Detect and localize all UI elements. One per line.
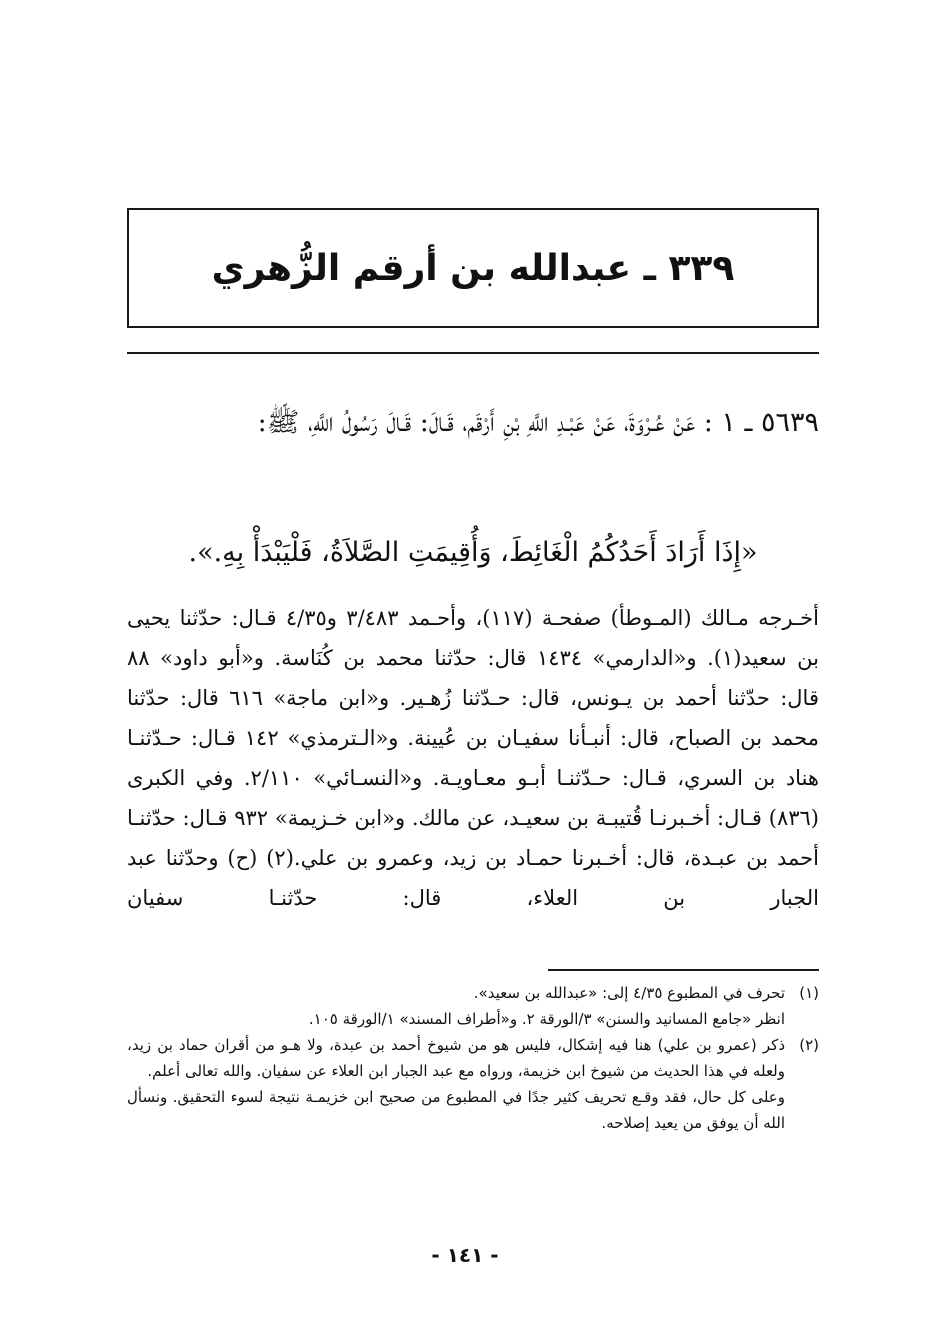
footnote-body [127, 980, 785, 1032]
footnote-number: (٢) [799, 1036, 819, 1054]
footnote-body [127, 1032, 785, 1136]
hadith-isnad: ٥٦٣٩ ـ ١ : عَنْ عُـرْوَةَ، عَنْ عَبْـدِ اللَّهِ بْنِ أَرْقَم، قَـالَ: قَـالَ رَسُولُ اللَّهِ، ﷺ: [257, 407, 819, 438]
header-divider [127, 352, 819, 354]
takhrij-paragraph: أخـرجه مـالك (المـوطأ) صفحـة (١١٧)، وأحـمد ٣/٤٨٣ و٤/٣٥ قـال: حدّثنا يحيى بن سعيد(١). و«الدارمي» ١٤٣٤ قال: حدّثنا محمد بن كُنَاسة. و«أبو داود» ٨٨ قال: حدّثنا أحمد بن يـونس، قال: حـدّثنا زُهـير. و«ابن ماجة» ٦١٦ قال: حدّثنا محمد بن الصباح، قال: أنبـأنا سفيـان بن عُيينة. و«الـترمذي» ١٤٢ قـال: حـدّثنـا هناد بن السري، قـال: حـدّثنـا أبـو معـاويـة. و«النسـائي» ٢/١١٠. وفي الكبرى (٨٣٦) قـال: أخـبرنـا قُتيبـة بن سعيـد، عن مالك. و«ابن خـزيمة» ٩٣٢ قـال: حدّثنـا أحمد بن عبـدة، قال: أخـبرنا حمـاد بن زيد، وعمرو بن علي.(٢) (ح) وحدّثنا عبد الجبار بن العلاء، قال: حدّثنـا سفيان [127, 606, 819, 910]
footnote-divider [548, 969, 819, 971]
footnote-1 [127, 980, 819, 1032]
footnote-line: تحرف في المطبوع ٤/٣٥ إلى: «عبدالله بن سعيد». [473, 984, 785, 1002]
footnote-line: ذكر (عمرو بن علي) هنا فيه إشكال، فليس هو من شيوخ أحمد بن عبدة، ولا هـو من أقران حماد بن زيد، ولعله في هذا الحديث من شيوخ ابن خزيمة، ورواه مع عبد الجبار ابن العلاء عن سفيان. والله تعالى أعلم. [127, 1036, 785, 1080]
footnotes [127, 980, 819, 1136]
footnote-line: انظر «جامع المسانيد والسنن» ٣/الورقة ٢. و«أطراف المسند» ١/الورقة ١٠٥. [308, 1010, 785, 1028]
chapter-title-box [127, 208, 819, 328]
hadith-matn: «إِذَا أَرَادَ أَحَدُكُمُ الْغَائِطَ، وَأُقِيمَتِ الصَّلاَةُ، فَلْيَبْدَأْ بِهِ.». [188, 537, 758, 568]
page-number: - ١٤١ - [431, 1243, 499, 1267]
chapter-title: ٣٣٩ ـ عبدالله بن أرقم الزُّهري [211, 247, 735, 289]
footnote-line: وعلى كل حال، فقد وقـع تحريف كثير جدًا في المطبوع من صحيح ابن خزيمـة نتيجة لسوء التحقيق. ونسأل الله أن يوفق من يعيد إصلاحه. [127, 1088, 785, 1132]
footnote-number: (١) [799, 984, 819, 1002]
footnote-2 [127, 1032, 819, 1136]
